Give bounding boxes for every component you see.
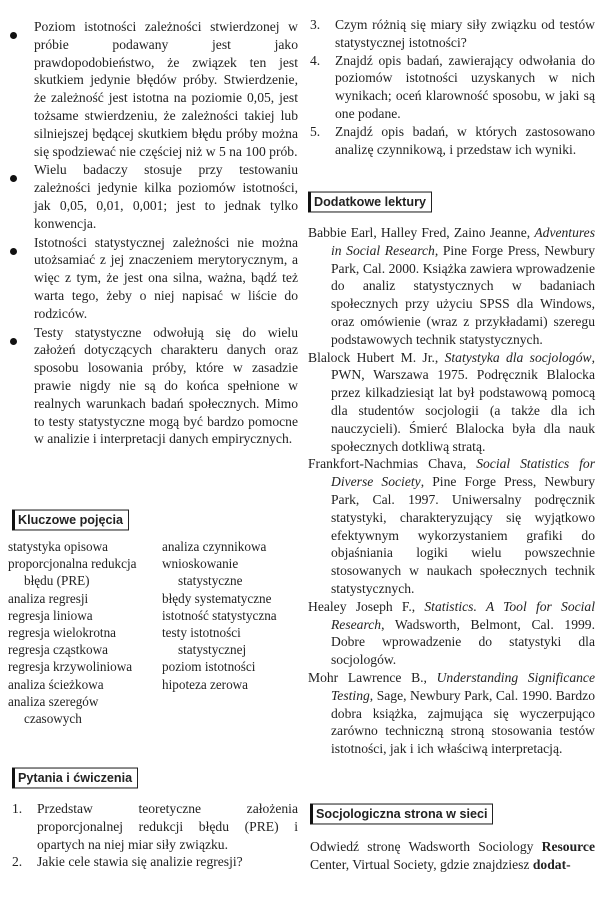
bullet-icon [10,175,17,182]
questions-title: Pytania i ćwiczenia [12,768,138,789]
concept-item: statystyka opisowa [8,539,108,554]
key-concepts-col1 [8,538,148,727]
question-item: 5. Znajdź opis badań, w których zastosowano analizę czynnikową, i przedstaw ich wyniki. [310,123,595,157]
concept-item: analiza regresji [8,590,89,606]
web-text: Odwiedź stronę Wadsworth Sociology Resource Center, Virtual Society, gdzie znajdziesz dodat- [310,839,595,872]
key-concepts-section [8,510,277,727]
concept-item: analiza szeregów czasowych [8,693,99,727]
reading-item: Frankfort-Nachmias Chava, Social Statistics for Diverse Society, Pine Forge Press, Newbury Park, Cal. 1997. Uniwersalny podręcznik statystyki, charakteryzujący się wyjątkowo efektywnym wykorzystaniem grafiki do objaśniania logiki wielu powszechnie stosowanych w naukach społecznych technik statystycznych. [308,456,596,596]
readings-section [308,192,595,758]
bullet-item: Testy statystyczne odwołują się do wielu założeń dotyczących charakteru danych oraz sposobu losowania próby, które w zasadzie prawie nigdy nie są do końca spełnione w realnych warunkach badań społecznych. Mimo to testy statystyczne mogą być bardzo pomocne w analizie i interpretacji danych empirycznych. [12,324,298,449]
reading-item: Healey Joseph F., Statistics. A Tool for Social Research, Wadsworth, Belmont, Cal. 1999. Dobre wprowadzenie do statystyki dla socjologów. [308,598,596,668]
bullet-icon [10,248,17,255]
bullet-item: Istotności statystycznej zależności nie można utożsamiać z jej znaczeniem merytorycznym, a więc z tym, że jest ona silna, ważna, bądź też warta tego, żeby o niej napisać w liście do rodziców. [12,234,298,323]
bullet-item: Poziom istotności zależności stwierdzonej w próbie podawany jest jako prawdopodobieństwo, że związek ten jest skutkiem jedynie błędów próby. Stwierdzenie, że zależność jest istotna na poziomie 0,05, jest tożsame stwierdzeniu, że zależności takiej lub silniejszej będącej skutkiem błędu próby można się spodziewać nie częściej niż w 5 na 100 prób. [12,18,298,160]
concept-item: analiza czynnikowa [162,539,267,554]
concept-item: regresja krzywoliniowa [8,659,133,675]
right-column [308,0,596,872]
questions-list-continued [310,16,595,158]
concept-item: wnioskowanie statystyczne [162,556,243,589]
concept-item: regresja wielokrotna [8,625,117,641]
bullet-icon [10,338,17,345]
questions-section [12,768,298,871]
concept-item: poziom istotności [162,659,256,675]
key-concepts-title: Kluczowe pojęcia [12,510,129,531]
concept-item: testy istotności statystycznej [162,625,247,658]
concept-item: błędy systematyczne [162,590,272,606]
concept-item: istotność statystyczna [162,607,277,623]
question-item: 4. Znajdź opis badań, zawierający odwołania do poziomów istotności uzyskanych w nich wynikach; oceń klarowność sposobu, w jaki są one podane. [310,52,595,121]
reading-item: Blalock Hubert M. Jr., Statystyka dla socjologów, PWN, Warszawa 1975. Podręcznik Blalocka przez kilkadziesiąt lat był podstawową pomocą dla studentów socjologii (a także dla ich nauczycieli). Śmierć Blalocka była dla nauk społecznych dotkliwą stratą. [308,349,595,454]
question-item: 1. Przedstaw teoretyczne założenia proporcjonalnej redukcji błędu (PRE) i opartych na niej miar siły związku. [12,801,298,852]
reading-item: Mohr Lawrence B., Understanding Significance Testing, Sage, Newbury Park, Cal. 1990. Bardzo dobra książka, zajmująca się wyczerpująco zarówno techniczną stroną stosowania testów istotności, jak i ich właściwą interpretacją. [308,669,595,757]
question-item: 3. Czym różnią się miary siły związku od testów statystycznej istotności? [310,17,595,50]
concept-item: regresja cząstkowa [8,642,108,658]
bullet-icon [10,32,17,39]
bullet-item: Wielu badaczy stosuje przy testowaniu zależności jedynie kilka poziomów istotności, jak 0,05, 0,01, 0,001; jest to jednak tylko konwencja. [12,161,298,232]
web-section [310,804,595,874]
reading-item: Babbie Earl, Halley Fred, Zaino Jeanne, Adventures in Social Research, Pine Forge Press, Newbury Park, Cal. 2000. Książka zawiera wprowadzenie do analiz statystycznych w badaniach społecznych przy użyciu SPSS dla Windows, oraz omówienie (wraz z przykładami) szeregu podstawowych technik statystycznych. [308,225,595,347]
readings-list [308,224,595,758]
left-column [8,0,298,870]
questions-list [12,800,298,871]
key-concepts-col2 [162,538,302,693]
summary-bullets [12,18,298,448]
concept-item: hipoteza zerowa [162,676,249,692]
web-title: Socjologiczna strona w sieci [310,804,493,825]
question-item: 2. Jakie cele stawia się analizie regresji? [12,854,243,870]
concept-item: regresja liniowa [8,607,93,623]
readings-title: Dodatkowe lektury [308,192,432,213]
concept-item: proporcjonalna redukcja błędu (PRE) [8,556,137,589]
concept-item: analiza ścieżkowa [8,676,104,692]
